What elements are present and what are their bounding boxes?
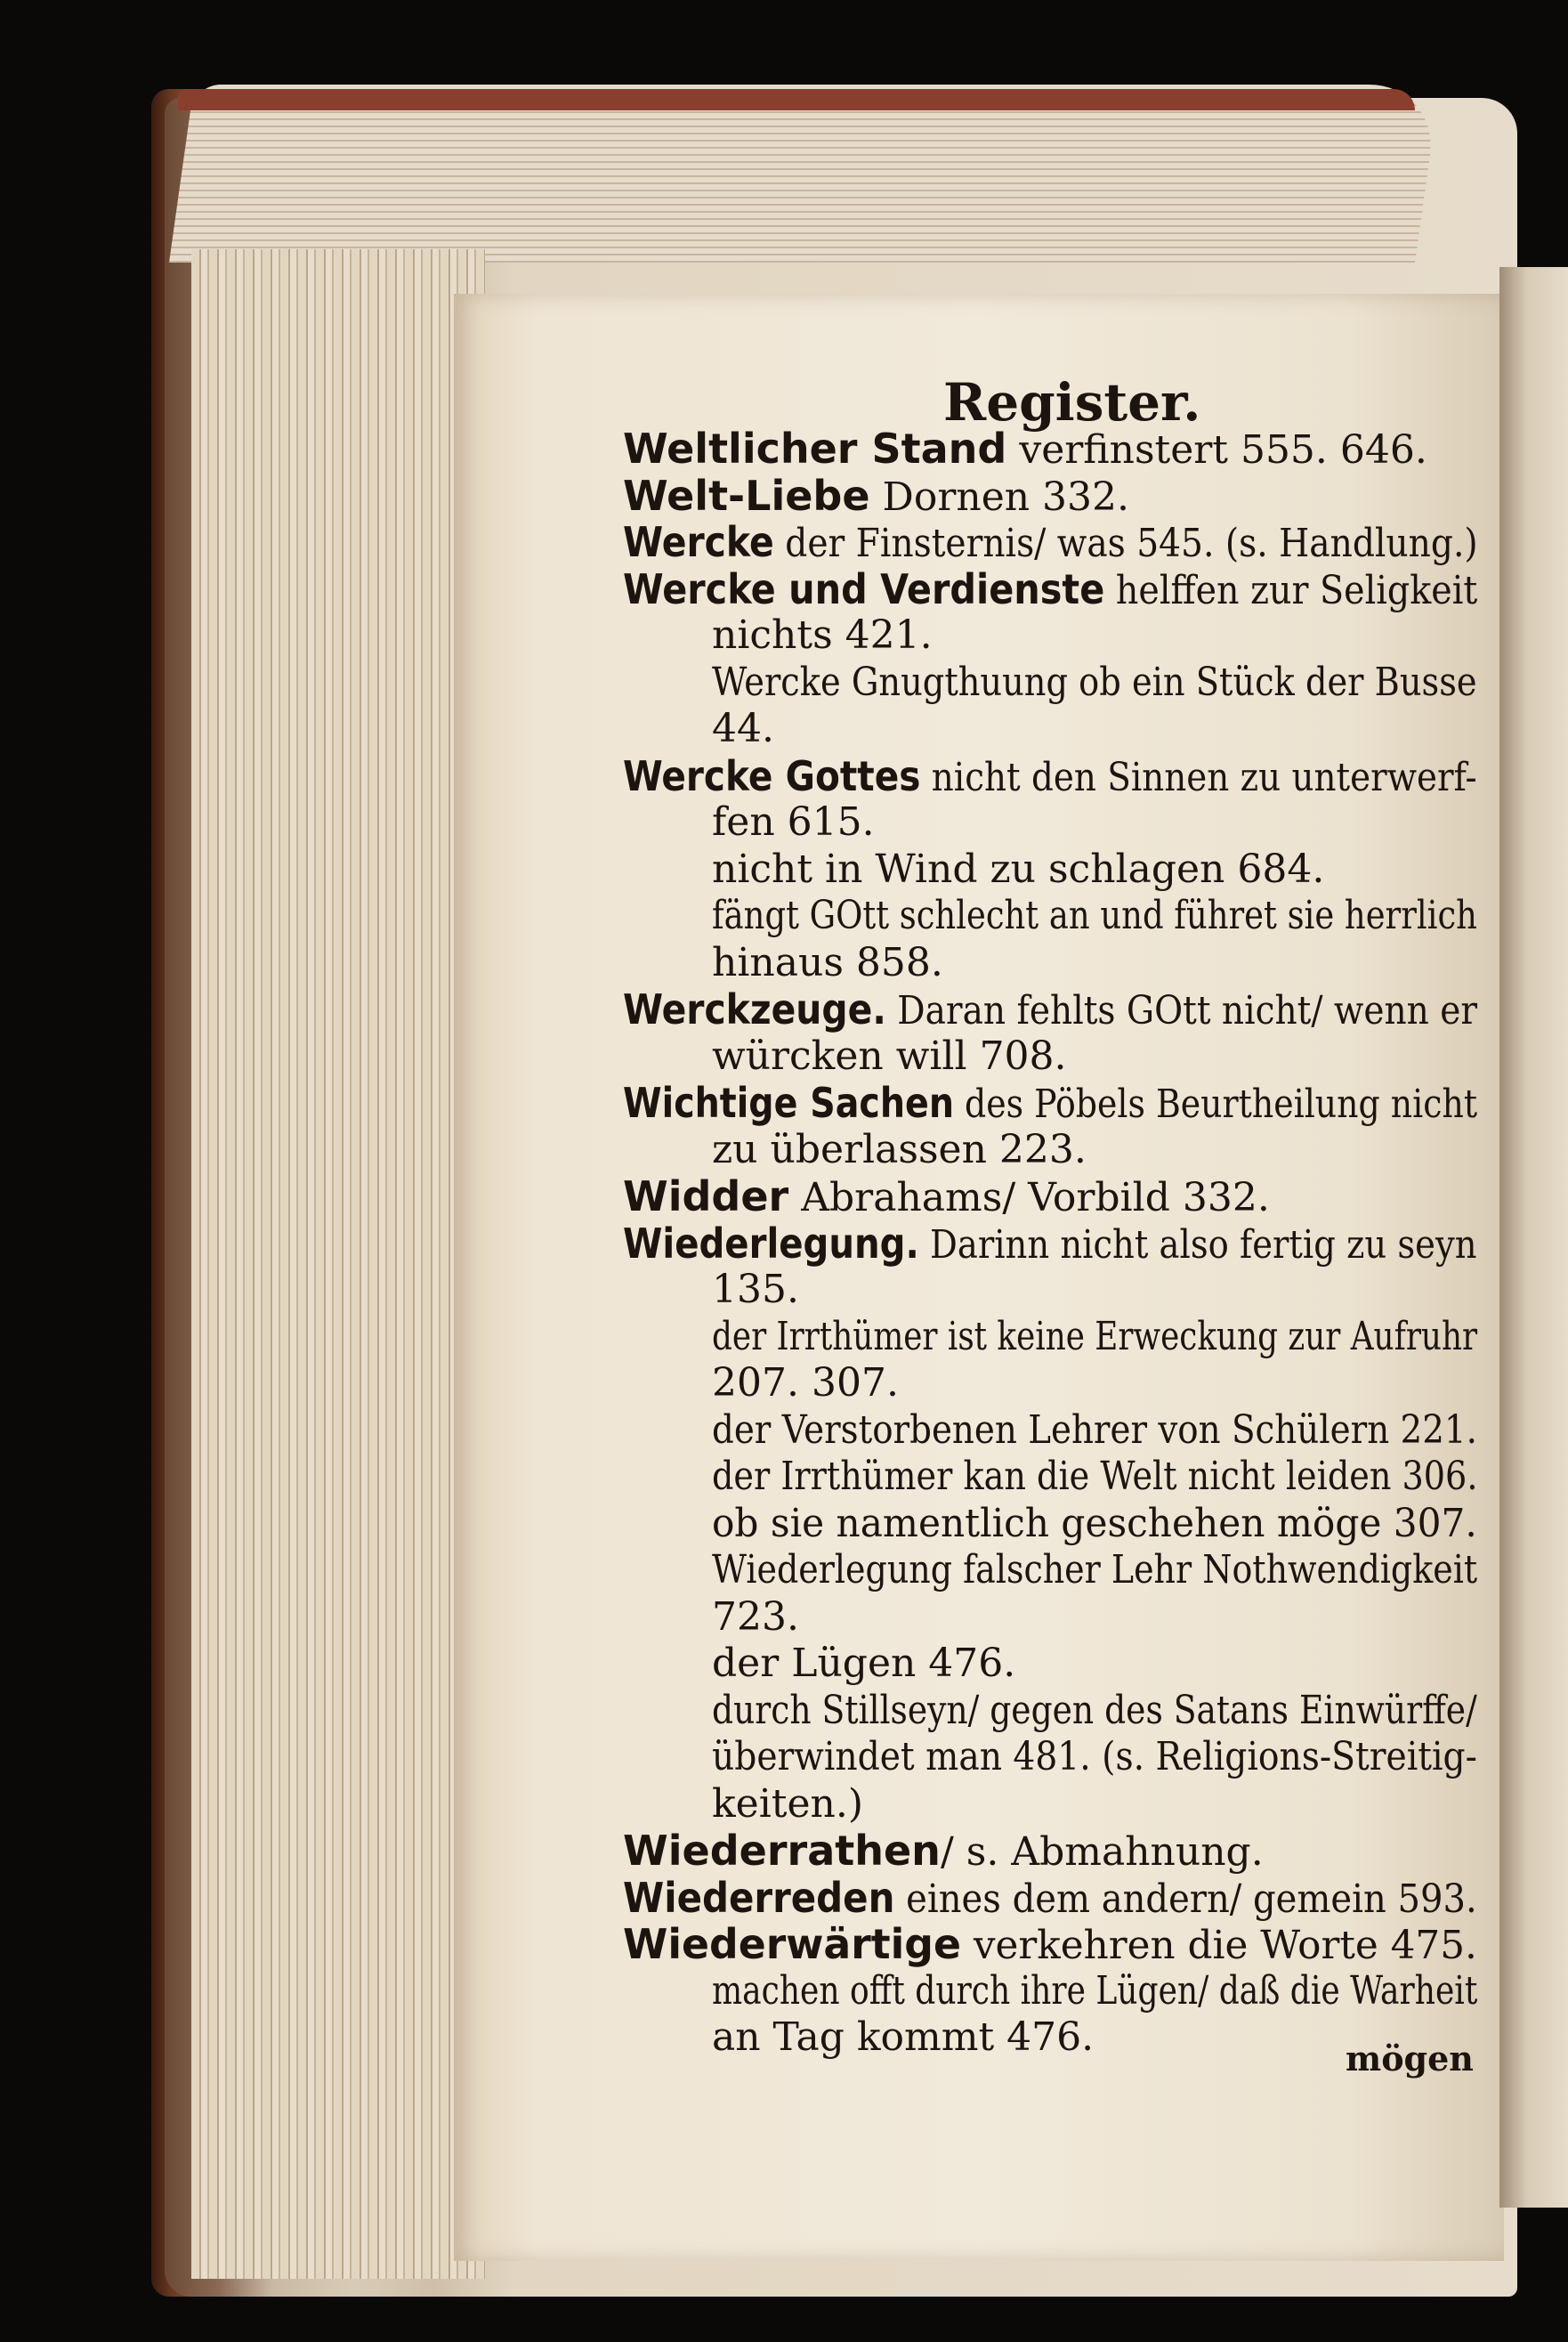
entry-text: fen 615.	[712, 799, 875, 845]
register-line	[712, 1407, 1477, 1454]
register-line	[712, 1781, 863, 1827]
register-line	[623, 425, 1427, 474]
register-line	[712, 847, 1324, 893]
register-line	[712, 706, 774, 752]
entry-text: des Pöbels Beurtheilung nicht	[954, 1082, 1478, 1127]
register-line	[712, 1968, 1477, 2014]
entry-text: der Lügen 476.	[712, 1641, 1016, 1686]
register-line	[623, 986, 1477, 1034]
entry-text: 44.	[712, 706, 774, 751]
entry-text: verfinstert 555. 646.	[1006, 427, 1427, 473]
page-title: Register.	[943, 372, 1201, 433]
register-line	[623, 1080, 1477, 1128]
entry-text: der Verstorbenen Lehrer von Schülern 221.	[712, 1406, 1477, 1453]
register-line	[623, 473, 1129, 521]
register-line	[623, 1173, 1270, 1221]
entry-headword: Weltlicher Stand	[623, 425, 1007, 473]
entry-text: überwindet man 481. (s. Religions-Streitig-	[712, 1734, 1477, 1779]
entry-text: würcken will 708.	[712, 1033, 1067, 1079]
entry-text: keiten.)	[712, 1780, 863, 1827]
entry-text: nicht in Wind zu schlagen 684.	[712, 846, 1325, 892]
entry-headword: Wichtige Sachen	[623, 1079, 955, 1127]
entry-headword: Wiederreden	[623, 1873, 895, 1922]
register-line	[623, 566, 1477, 614]
entry-text: Dornen 332.	[869, 474, 1130, 520]
entry-text: an Tag kommt 476.	[712, 2014, 1095, 2060]
register-line	[712, 612, 933, 659]
entry-text: verkehren die Worte 475.	[960, 1923, 1477, 1968]
entry-headword: Welt-Liebe	[623, 471, 870, 520]
catchword: mögen	[1346, 2038, 1474, 2079]
entry-text: fängt GOtt schlecht an und führet sie herrlich	[712, 893, 1477, 938]
entry-text: nicht den Sinnen zu unterwerf-	[920, 754, 1477, 800]
entry-text: durch Stillseyn/ gegen des Satans Einwürffe/	[712, 1687, 1477, 1733]
entry-text: / s. Abmahnung.	[940, 1829, 1264, 1875]
entry-headword: Werckzeuge.	[623, 985, 886, 1033]
entry-headword: Wercke Gottes	[623, 751, 921, 800]
entry-headword: Wiederrathen	[623, 1827, 941, 1875]
register-line	[712, 1033, 1067, 1080]
entry-text: Wercke Gnugthuung ob ein Stück der Busse	[712, 659, 1477, 705]
entry-text: eines dem andern/ gemein 593.	[894, 1876, 1477, 1922]
entry-text: der Irrthümer kan die Welt nicht leiden 306.	[712, 1454, 1478, 1499]
entry-text: 207. 307.	[712, 1360, 899, 1406]
register-line	[712, 1641, 1015, 1687]
entry-text: Daran fehlts GOtt nicht/ wenn er	[885, 988, 1478, 1033]
entry-headword: Widder	[623, 1172, 789, 1220]
entry-text: der Finsternis/ was 545. (s. Handlung.)	[773, 521, 1478, 566]
entry-text: ob sie namentlich geschehen möge 307.	[712, 1500, 1477, 1546]
register-line	[712, 1688, 1477, 1734]
register-line	[712, 940, 943, 986]
register-line	[712, 1127, 1087, 1173]
register-line	[712, 1360, 899, 1406]
register-line	[712, 1734, 1477, 1780]
entry-text: Darinn nicht also fertig zu seyn	[918, 1221, 1477, 1268]
entry-headword: Wercke und Verdienste	[623, 564, 1105, 613]
entry-text: zu überlassen 223.	[712, 1126, 1087, 1172]
register-line	[712, 1501, 1477, 1547]
entry-text: Abrahams/ Vorbild 332.	[788, 1175, 1270, 1220]
register-line	[712, 660, 1477, 706]
entry-headword: Wiederlegung.	[623, 1219, 919, 1268]
register-line	[712, 1314, 1477, 1360]
register-line	[623, 519, 1478, 567]
entry-headword: Wiederwärtige	[623, 1920, 961, 1968]
register-line	[712, 893, 1477, 939]
entry-text: 723.	[712, 1593, 799, 1640]
register-line	[623, 1220, 1477, 1268]
register-line	[623, 753, 1477, 801]
entry-text: der Irrthümer ist keine Erweckung zur Aufruhr	[712, 1313, 1478, 1359]
entry-text: nichts 421.	[712, 612, 933, 658]
register-line	[623, 1875, 1477, 1923]
register-line	[712, 1267, 799, 1313]
entry-text: helffen zur Seligkeit	[1104, 567, 1478, 613]
register-line	[623, 1921, 1477, 1969]
entry-headword: Wercke	[623, 518, 774, 566]
register-line	[712, 1454, 1477, 1500]
register-line	[712, 2014, 1094, 2061]
register-line	[623, 1827, 1264, 1876]
entry-text: hinaus 858.	[712, 939, 943, 985]
register-line	[712, 799, 875, 846]
entry-text: Wiederlegung falscher Lehr Nothwendigkeit	[712, 1547, 1478, 1592]
register-line	[712, 1547, 1477, 1593]
entry-text: 135.	[712, 1267, 799, 1312]
register-line	[712, 1594, 799, 1641]
entry-text: machen offt durch ihre Lügen/ daß die Warheit	[712, 1967, 1478, 2014]
